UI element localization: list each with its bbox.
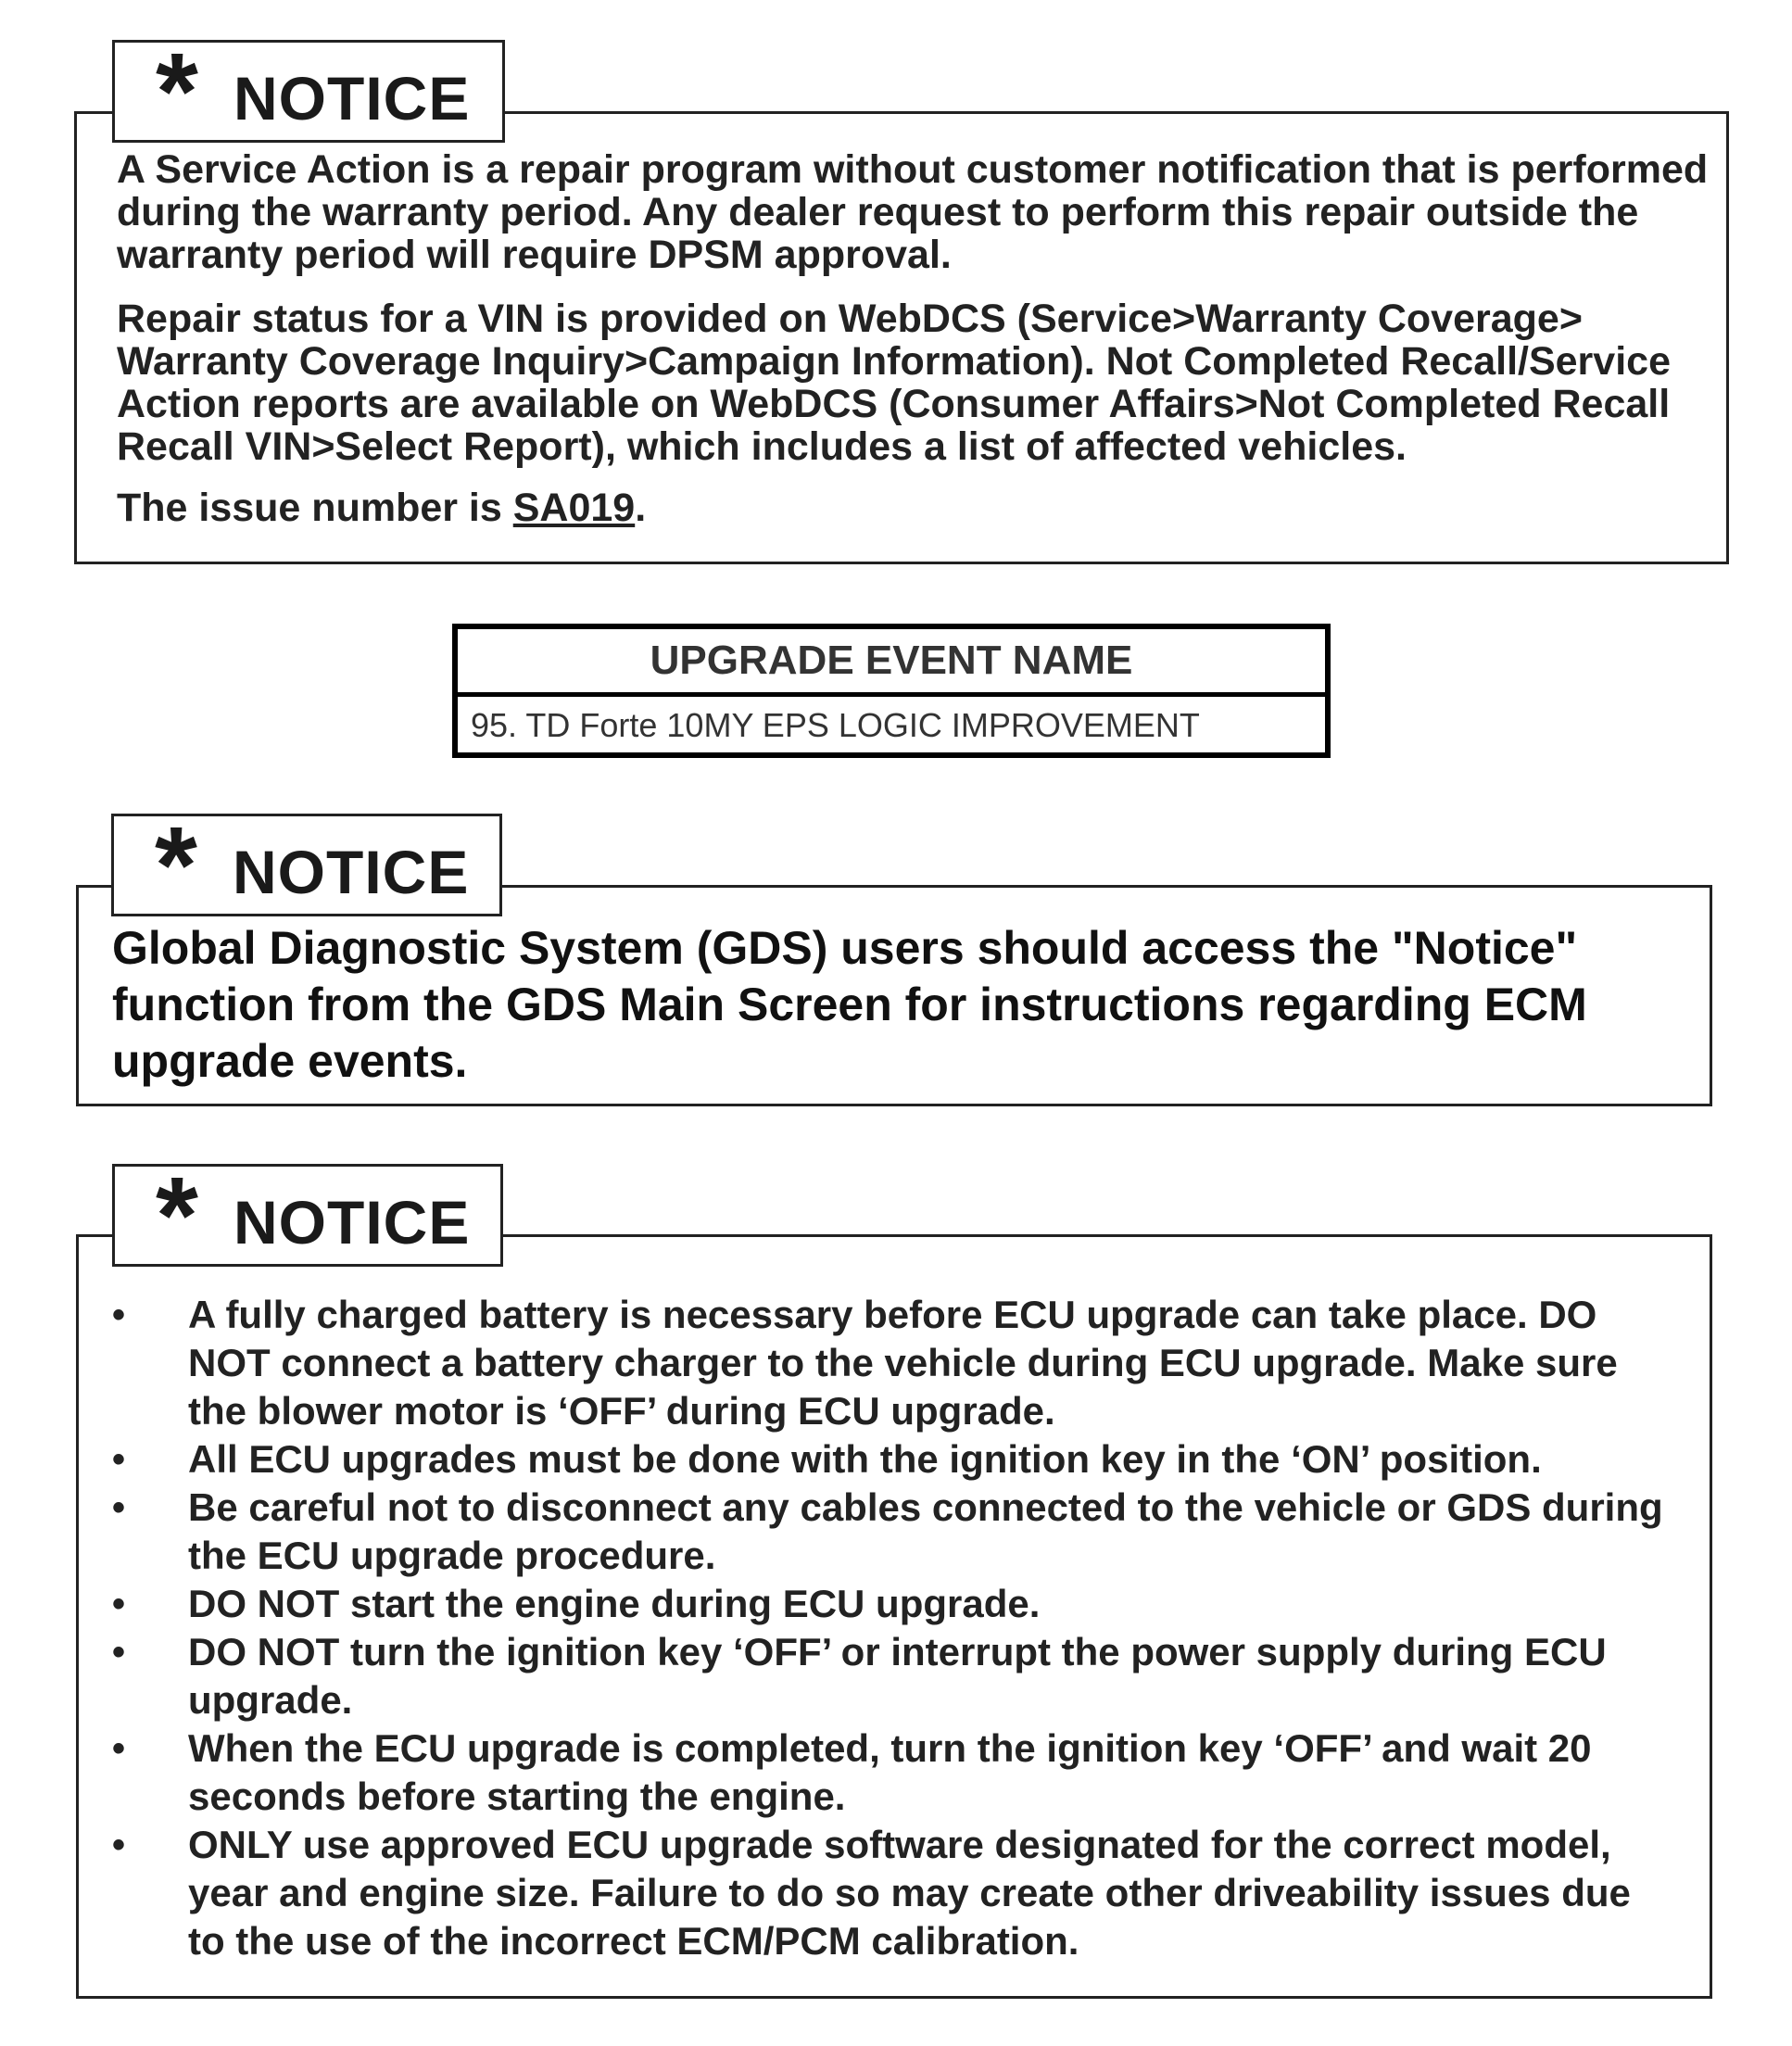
list-item: • All ECU upgrades must be done with the ignition key in the ‘ON’ position.: [112, 1435, 1678, 1484]
list-item: • DO NOT turn the ignition key ‘OFF’ or interrupt the power supply during ECU upgrade.: [112, 1628, 1678, 1724]
list-item: • When the ECU upgrade is completed, turn the ignition key ‘OFF’ and wait 20 seconds before starting the engine.: [112, 1724, 1678, 1821]
issue-number: SA019: [512, 486, 636, 530]
service-action-paragraph: A Service Action is a repair program without customer notification that is performed during the warranty period. Any dealer request to perform this repair outside the warranty period will require DPSM approval.: [117, 147, 1709, 277]
upgrade-event-value: 95. TD Forte 10MY EPS LOGIC IMPROVEMENT: [471, 706, 1200, 744]
upgrade-event-table: [452, 624, 1331, 758]
notice-title: NOTICE: [233, 1188, 471, 1257]
ecu-upgrade-notice-list: [112, 1291, 1678, 1965]
list-item: • Be careful not to disconnect any cables connected to the vehicle or GDS during the ECU upgrade procedure.: [112, 1484, 1678, 1580]
issue-number-line: [117, 486, 1710, 529]
list-item: • ONLY use approved ECU upgrade software designated for the correct model, year and engine size. Failure to do so may create other driveability issues due to the use of the incorrect ECM/PCM calibration.: [112, 1821, 1678, 1965]
list-item: • A fully charged battery is necessary before ECU upgrade can take place. DO NOT connect a battery charger to the vehicle during ECU upgrade. Make sure the blower motor is ‘OFF’ during ECU upgrade.: [112, 1291, 1678, 1435]
notice-tab-1: [112, 31, 505, 153]
repair-status-paragraph: Repair status for a VIN is provided on WebDCS (Service>Warranty Coverage> Warranty Coverage Inquiry>Campaign Information). Not Completed Recall/Service Action reports are available on WebDCS (Consumer Affairs>Not Completed Recall Recall VIN>Select Report), which includes a list of affected vehicles.: [117, 297, 1671, 469]
asterisk-icon: *: [155, 804, 197, 927]
notice-title: NOTICE: [233, 64, 471, 133]
upgrade-event-header: UPGRADE EVENT NAME: [458, 629, 1325, 697]
notice-tab-3: [112, 1155, 503, 1277]
issue-prefix: The issue number is: [117, 486, 513, 530]
notice-title: NOTICE: [233, 838, 470, 906]
gds-notice-text: Global Diagnostic System (GDS) users should access the "Notice" function from the GDS Main Screen for instructions regarding ECM upgrade events.: [112, 922, 1587, 1087]
issue-suffix: .: [635, 486, 647, 530]
asterisk-icon: *: [156, 31, 198, 153]
list-item: • DO NOT start the engine during ECU upgrade.: [112, 1580, 1678, 1628]
notice-tab-2: [111, 804, 502, 927]
asterisk-icon: *: [156, 1155, 198, 1277]
